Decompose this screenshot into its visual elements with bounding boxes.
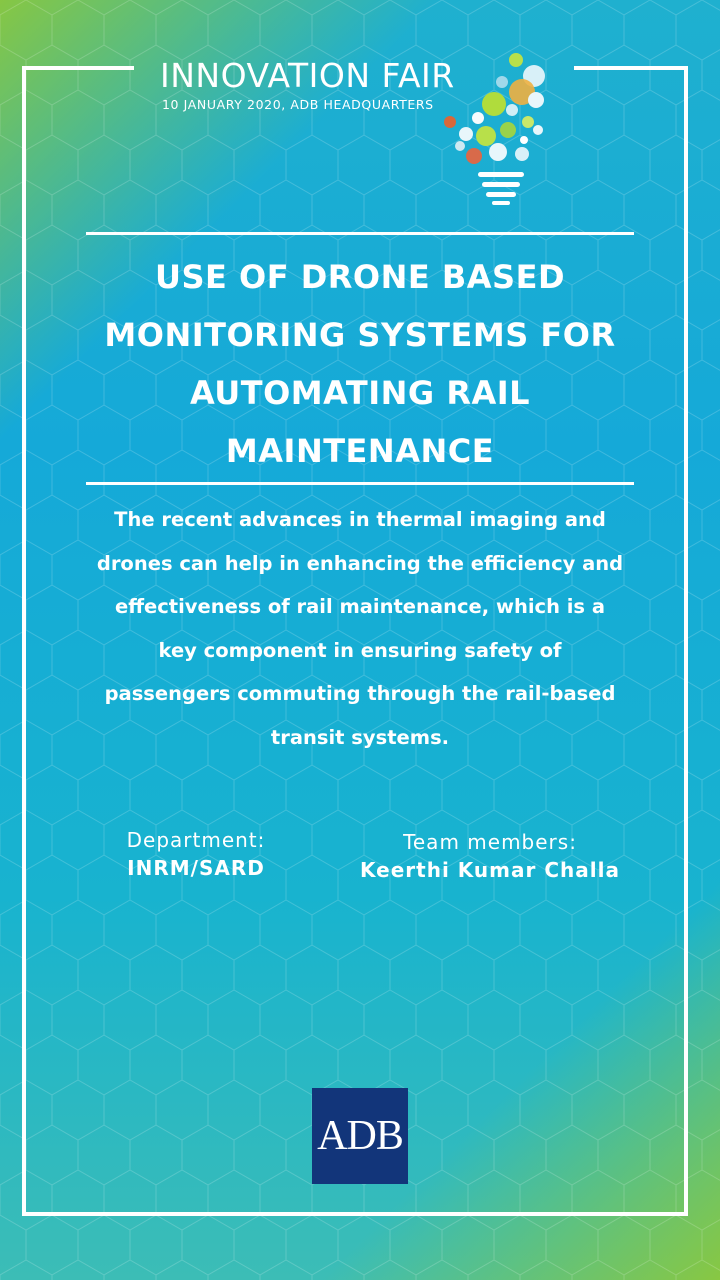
- department-label: Department:: [126, 828, 266, 852]
- project-title: USE OF DRONE BASED MONITORING SYSTEMS FOR AUTOMATING RAIL MAINTENANCE: [104, 258, 616, 470]
- team-value: Keerthi Kumar Challa: [360, 858, 620, 882]
- adb-logo: [312, 1088, 408, 1184]
- frame-top-right: [574, 66, 688, 70]
- divider-middle: [86, 482, 634, 485]
- frame-right: [684, 66, 688, 1216]
- department-value: INRM/SARD: [127, 856, 265, 880]
- adb-logo-text: ADB: [317, 1113, 403, 1159]
- event-subtitle: 10 JANUARY 2020, ADB HEADQUARTERS: [162, 97, 434, 112]
- team-block: [340, 828, 640, 884]
- frame-top-left: [22, 66, 134, 70]
- divider-top: [86, 232, 634, 235]
- team-label: Team members:: [403, 830, 577, 854]
- event-title: INNOVATION FAIR: [160, 56, 455, 95]
- frame-bottom: [22, 1212, 688, 1216]
- lightbulb-icon: [436, 48, 556, 208]
- department-block: [98, 826, 294, 882]
- project-description: The recent advances in thermal imaging and drones can help in enhancing the efficiency and effectiveness of rail maintenance, which is a key component in ensuring safety of passengers commuting through the rail-based transit systems.: [96, 508, 624, 749]
- frame-left: [22, 66, 26, 1216]
